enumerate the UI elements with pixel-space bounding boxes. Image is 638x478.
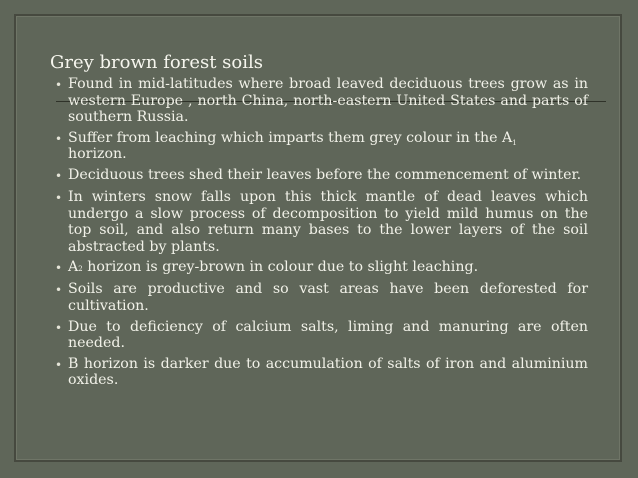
bullet-text-part: horizon. <box>68 146 127 163</box>
list-item <box>55 319 588 352</box>
bullet-text: Found in mid-latitudes where broad leaved deciduous trees grow as in western Europe , north China, north-eastern United States and parts of southern Russia. <box>68 76 588 126</box>
bullet-text <box>68 130 588 163</box>
bullet-text <box>68 259 588 276</box>
bullet-text: Soils are productive and so vast areas have been deforested for cultivation. <box>68 281 588 314</box>
bullet-text: Deciduous trees shed their leaves before the commencement of winter. <box>68 166 582 183</box>
slide-title: Grey brown forest soils <box>50 52 263 73</box>
bullet-text-part: horizon is grey-brown in colour due to slight leaching. <box>87 259 479 276</box>
horizon-letter: A <box>68 259 79 276</box>
bullet-icon: • <box>55 320 63 335</box>
list-item <box>55 259 588 277</box>
bullet-icon: • <box>55 131 63 146</box>
subscript: 1 <box>512 138 517 147</box>
bullet-text: In winters snow falls upon this thick mantle of dead leaves which undergo a slow process of decomposition to yield mild humus on the top soil, and also return many bases to the lower layers of the soil abstracted by plants. <box>68 188 588 255</box>
bullet-list <box>55 76 588 458</box>
bullet-icon: • <box>55 283 63 298</box>
heading-row <box>34 51 594 75</box>
bullet-icon: • <box>55 78 63 92</box>
list-item <box>55 189 588 255</box>
list-item <box>55 281 588 314</box>
list-item <box>55 167 588 185</box>
bullet-text-part: Suffer from leaching which imparts them grey colour in the A <box>68 129 513 146</box>
list-item <box>55 130 588 163</box>
bullet-text: Due to deficiency of calcium salts, liming and manuring are often needed. <box>68 318 588 352</box>
bullet-icon: • <box>55 357 63 372</box>
bullet-icon: • <box>55 261 63 276</box>
heading-bullet-icon <box>34 52 50 74</box>
list-item <box>55 76 588 126</box>
bullet-icon: • <box>55 190 63 205</box>
horizon-label: A 2 <box>68 259 83 276</box>
list-item <box>55 356 588 389</box>
bullet-text: B horizon is darker due to accumulation of salts of iron and aluminium oxides. <box>68 355 588 389</box>
bullet-icon: • <box>55 168 63 183</box>
